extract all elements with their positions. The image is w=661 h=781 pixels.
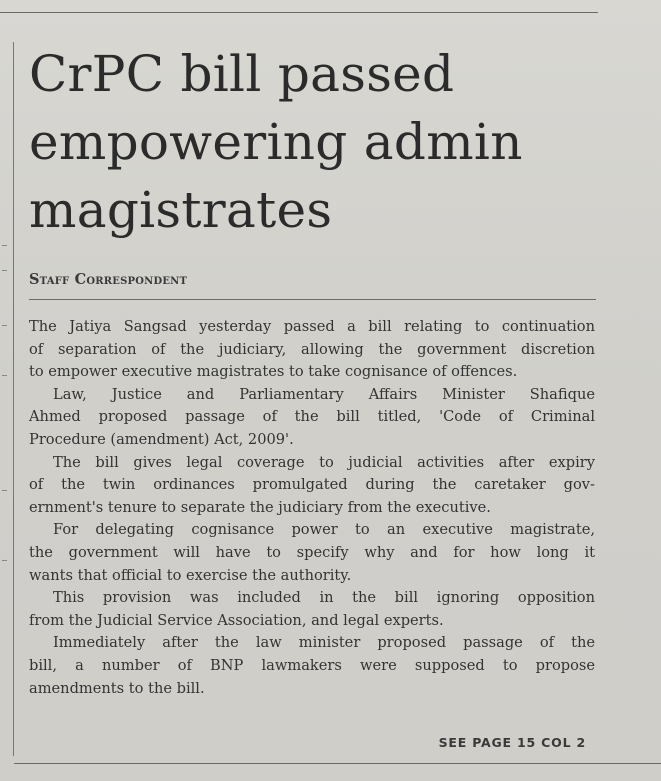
body-line: of the twin ordinances promulgated during the caretaker gov-	[29, 476, 595, 494]
article-body	[29, 316, 595, 700]
byline-rule	[29, 299, 596, 300]
edge-mark	[2, 245, 7, 246]
headline-line: magistrates	[29, 181, 333, 239]
headline-line: empowering admin	[29, 113, 523, 171]
body-line: Ahmed proposed passage of the bill titled, 'Code of Criminal	[29, 408, 595, 426]
body-line: This provision was included in the bill ignoring opposition	[53, 589, 595, 607]
body-line: The Jatiya Sangsad yesterday passed a bill relating to continuation	[29, 318, 595, 335]
edge-mark	[2, 325, 7, 326]
headline-line: CrPC bill passed	[29, 45, 455, 103]
body-line: amendments to the bill.	[29, 679, 205, 697]
byline: Staff Correspondent	[29, 271, 188, 288]
edge-mark	[2, 490, 7, 491]
body-line: Procedure (amendment) Act, 2009'.	[29, 430, 294, 448]
body-line: Immediately after the law minister proposed passage of the	[53, 634, 595, 652]
body-line: Law, Justice and Parliamentary Affairs Minister Shafique	[53, 385, 595, 403]
bottom-rule	[14, 763, 661, 764]
body-line: bill, a number of BNP lawmakers were supposed to propose	[29, 656, 595, 674]
body-line: The bill gives legal coverage to judicial activities after expiry	[53, 453, 595, 471]
article-headline	[29, 40, 619, 244]
body-line: of separation of the judiciary, allowing the government discretion	[29, 340, 595, 358]
edge-mark	[2, 270, 7, 271]
edge-mark	[2, 375, 7, 376]
body-line: For delegating cognisance power to an executive magistrate,	[53, 521, 595, 539]
continuation-note: SEE PAGE 15 COL 2	[438, 735, 586, 750]
top-rule	[0, 12, 598, 13]
body-line: from the Judicial Service Association, and legal experts.	[29, 611, 444, 629]
body-line: the government will have to specify why and for how long it	[29, 543, 595, 561]
body-line: wants that official to exercise the authority.	[29, 566, 352, 584]
column-rule	[13, 42, 14, 756]
body-line: ernment's tenure to separate the judiciary from the executive.	[29, 498, 491, 516]
edge-mark	[2, 560, 7, 561]
body-line: to empower executive magistrates to take cognisance of offences.	[29, 363, 518, 381]
